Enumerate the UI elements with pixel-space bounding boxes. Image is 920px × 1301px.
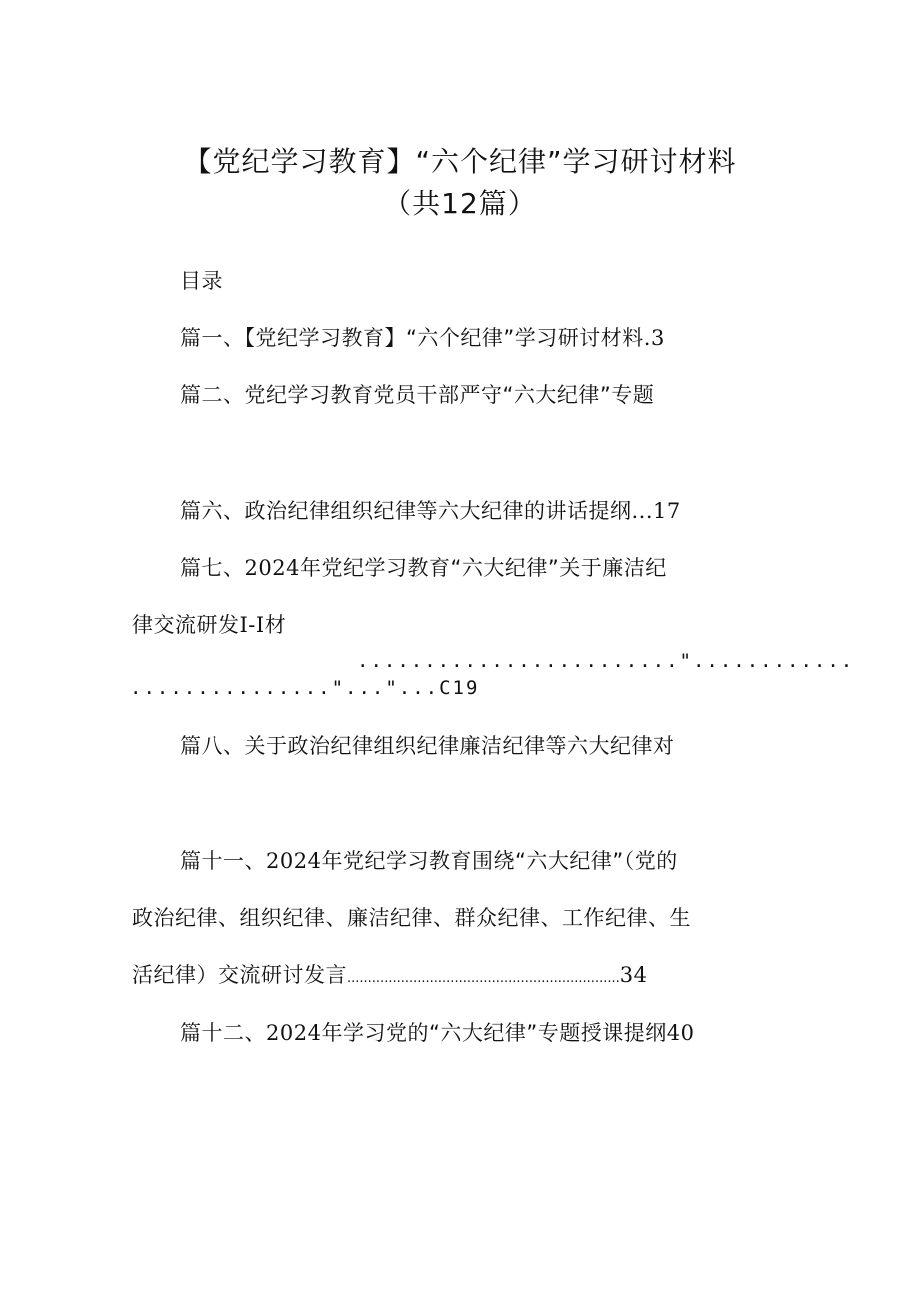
- toc-entry-7-line-2-end: 材: [264, 613, 287, 637]
- toc-entry-6[interactable]: [180, 495, 681, 525]
- toc-entry-7-line-2-text: 律交流研发: [132, 613, 240, 637]
- toc-entry-11-line-3[interactable]: [132, 959, 647, 989]
- toc-entry-12-rest: 年学习党的“六大纪律”专题授课提纲: [321, 1021, 667, 1045]
- toc-entry-11-rest: 年党纪学习教育围绕“六大纪律”（党的: [321, 849, 678, 873]
- toc-entry-7-dots-2: ..............."..."...C19: [130, 677, 480, 699]
- toc-entry-6-text: 篇六、政治纪律组织纪律等六大纪律的讲话提纲: [180, 499, 632, 523]
- toc-entry-12-page: 40: [666, 1021, 695, 1045]
- toc-entry-8[interactable]: 篇八、关于政治纪律组织纪律廉洁纪律等六大纪律对: [180, 734, 675, 758]
- toc-entry-7-line-1[interactable]: [180, 552, 667, 582]
- toc-entry-1-page: .3: [643, 326, 665, 350]
- toc-entry-11-line-3-text: 活纪律）交流研讨发言: [132, 963, 347, 987]
- toc-heading: 目录: [180, 269, 223, 293]
- toc-entry-11-dots: ..................................................................: [347, 971, 620, 986]
- toc-entry-7-rest: 年党纪学习教育“六大纪律”关于廉洁纪: [299, 556, 667, 580]
- toc-entry-11-year: 2024: [266, 849, 322, 873]
- toc-entry-11-prefix: 篇十一、: [180, 849, 266, 873]
- document-title-line-2: （共12篇）: [383, 187, 537, 220]
- toc-entry-11-line-2[interactable]: 政治纪律、组织纪律、廉洁纪律、群众纪律、工作纪律、生: [132, 906, 691, 930]
- toc-entry-7-prefix: 篇七、: [180, 556, 245, 580]
- document-title-line-1: 【党纪学习教育】“六个纪律”学习研讨材料: [183, 145, 737, 178]
- toc-entry-1-text: 篇一、【党纪学习教育】“六个纪律”学习研讨材料: [180, 326, 644, 350]
- toc-entry-2[interactable]: 篇二、党纪学习教育党员干部严守“六大纪律”专题: [180, 383, 655, 407]
- toc-entry-7-year: 2024: [244, 556, 300, 580]
- toc-entry-7-dots-1: ........................"............: [357, 650, 855, 672]
- toc-entry-1[interactable]: [180, 322, 665, 352]
- toc-entry-7-line-2-mark: I-I: [239, 613, 265, 637]
- toc-entry-7-line-2[interactable]: [132, 609, 286, 639]
- toc-entry-12-year: 2024: [266, 1021, 322, 1045]
- toc-entry-11-line-1[interactable]: [180, 845, 678, 875]
- toc-entry-12[interactable]: [180, 1017, 694, 1047]
- toc-entry-11-page: 34: [619, 963, 648, 987]
- toc-entry-6-page: ...17: [631, 499, 681, 523]
- toc-entry-12-prefix: 篇十二、: [180, 1021, 266, 1045]
